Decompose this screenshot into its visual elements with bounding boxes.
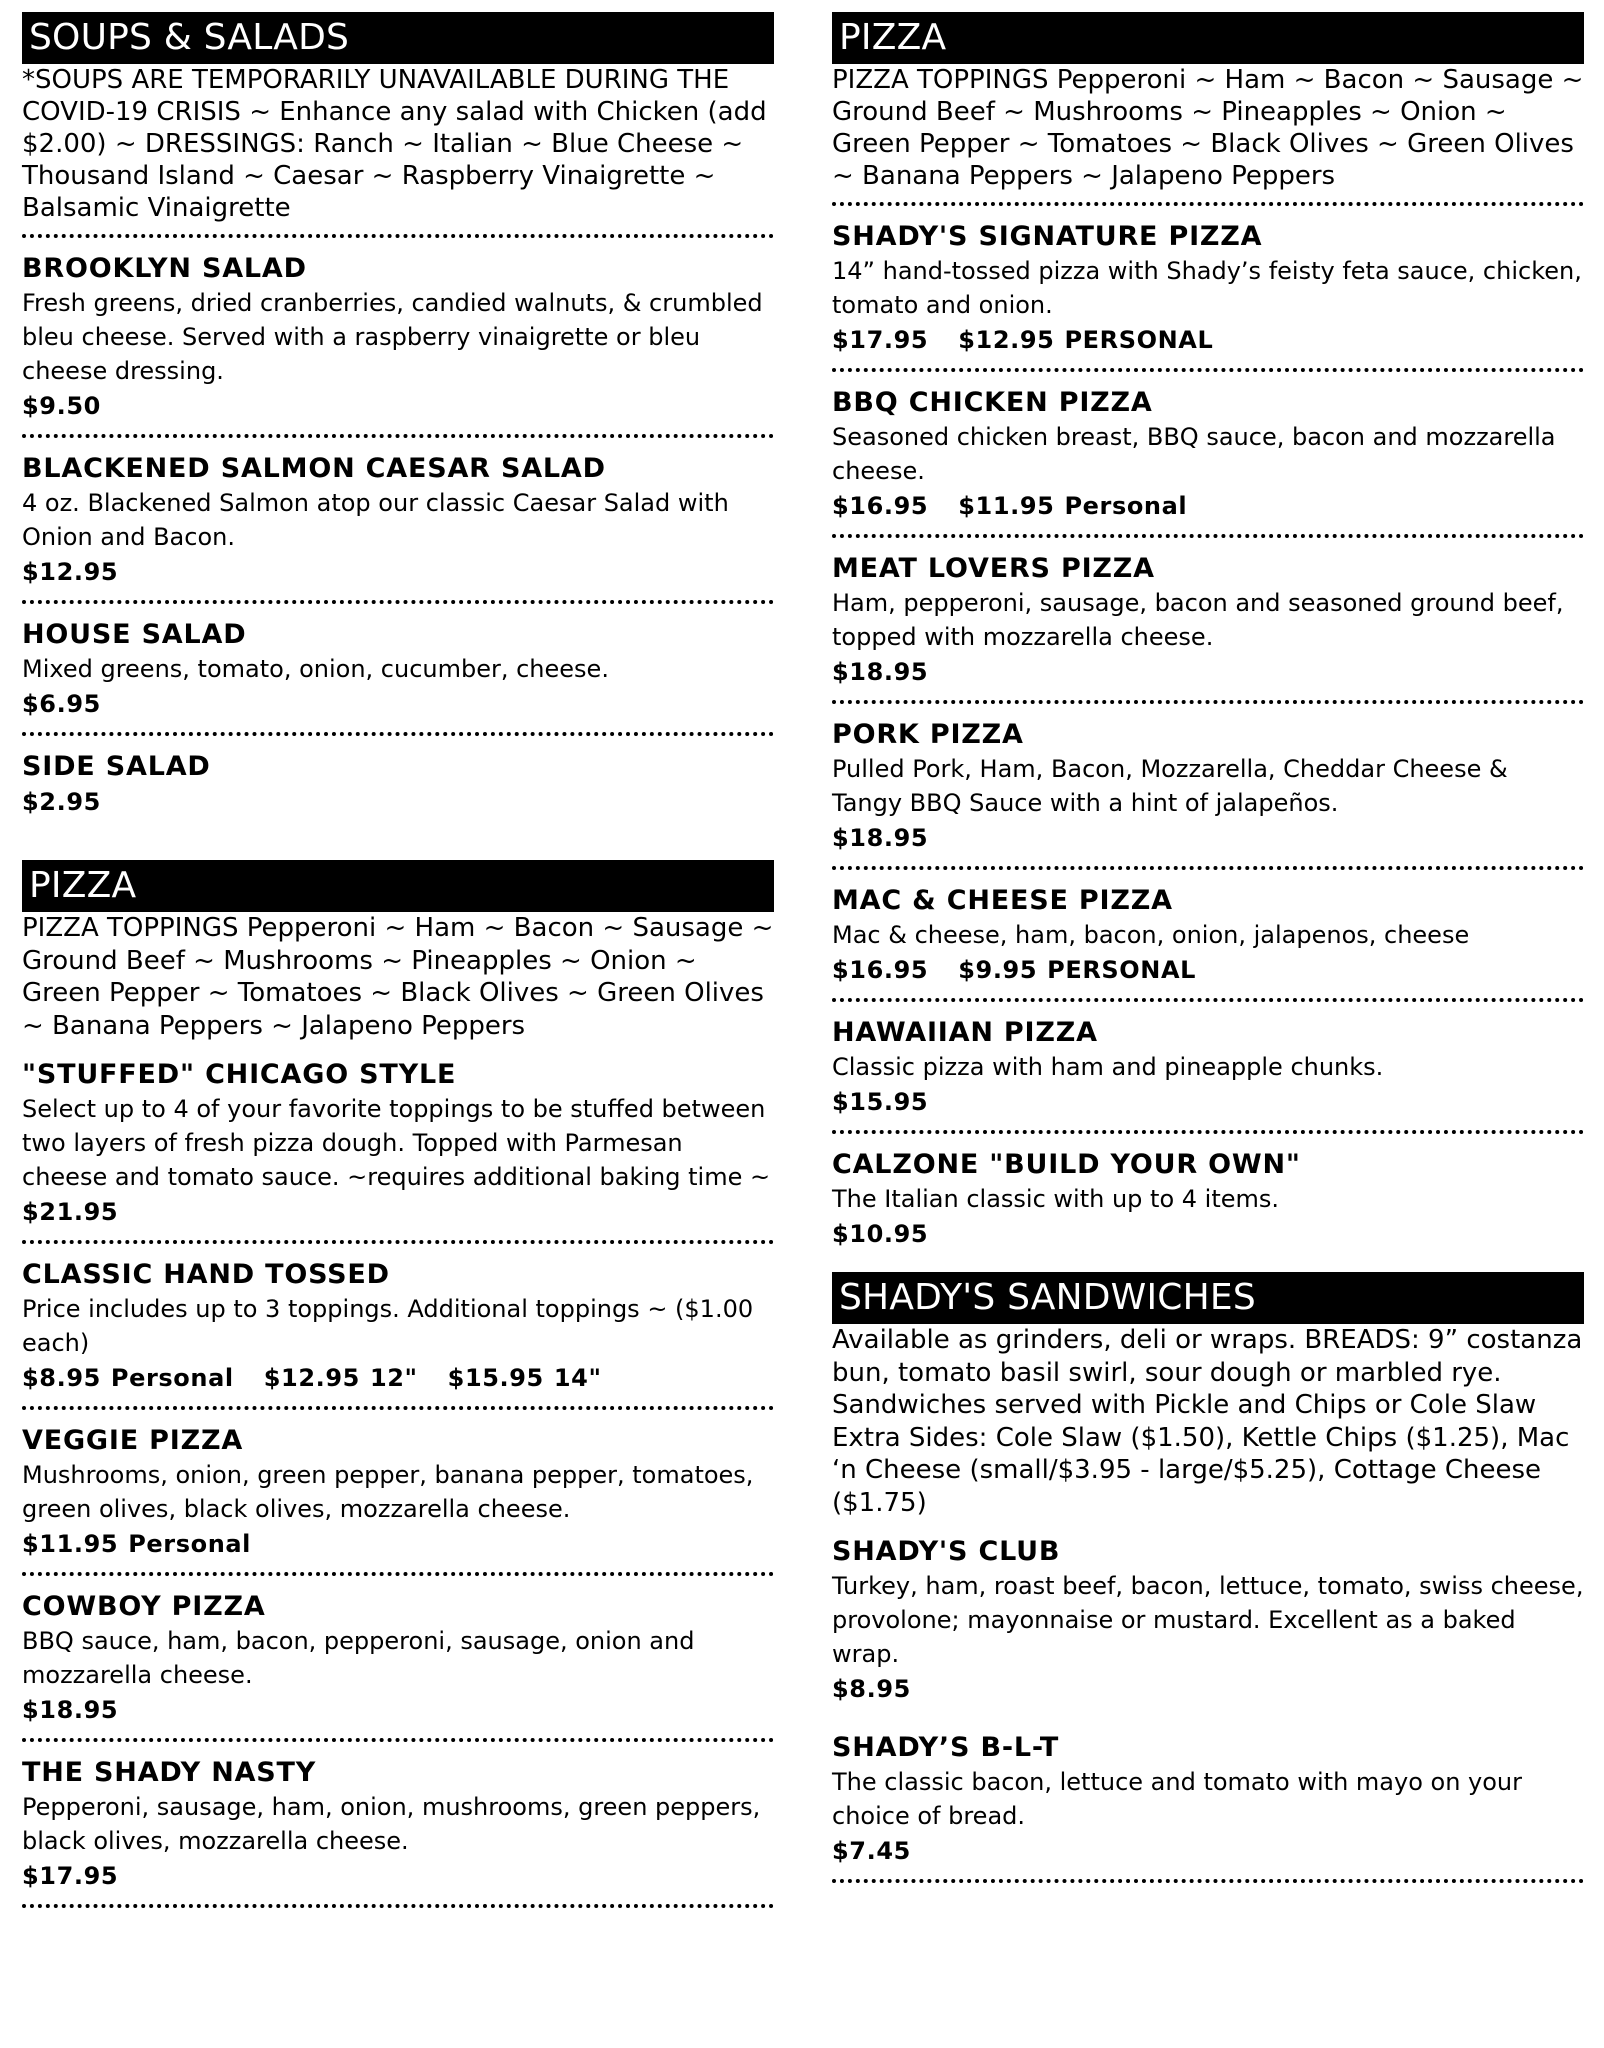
section-intro-soups-salads: *SOUPS ARE TEMPORARILY UNAVAILABLE DURING THE COVID-19 CRISIS ~ Enhance any salad with Chicken (add $2.00) ~ DRESSINGS: Ranch ~ Italian ~ Blue Cheese ~ Thousand Island ~ Caesar ~ Raspberry Vinaigrette ~ Balsamic Vinaigrette bbox=[22, 64, 774, 238]
item-price: $18.95 bbox=[832, 658, 929, 686]
item-name: CLASSIC HAND TOSSED bbox=[22, 1259, 390, 1290]
item-name: SHADY'S SIGNATURE PIZZA bbox=[832, 221, 1263, 252]
menu-item bbox=[22, 1742, 774, 1908]
item-prices bbox=[832, 1084, 1584, 1120]
item-description: BBQ sauce, ham, bacon, pepperoni, sausage, onion and mozzarella cheese. bbox=[22, 1627, 695, 1689]
menu-item bbox=[22, 1244, 774, 1410]
item-prices bbox=[832, 654, 1584, 690]
item-prices bbox=[22, 1194, 774, 1230]
menu-item bbox=[22, 438, 774, 604]
item-price: $11.95 bbox=[22, 1530, 119, 1558]
item-description: Mushrooms, onion, green pepper, banana pepper, tomatoes, green olives, black olives, mozzarella cheese. bbox=[22, 1461, 754, 1523]
price-size-label: Personal bbox=[128, 1530, 252, 1558]
item-prices bbox=[832, 488, 1584, 524]
section-intro-pizza: PIZZA TOPPINGS Pepperoni ~ Ham ~ Bacon ~ Sausage ~ Ground Beef ~ Mushrooms ~ Pineapples ~ Onion ~ Green Pepper ~ Tomatoes ~ Black Olives ~ Green Olives ~ Banana Peppers ~ Jalapeno Peppers bbox=[832, 64, 1584, 206]
item-description: 4 oz. Blackened Salmon atop our classic Caesar Salad with Onion and Bacon. bbox=[22, 489, 729, 551]
price-size-label: Personal bbox=[1064, 492, 1188, 520]
item-prices bbox=[22, 1692, 774, 1728]
item-name: SIDE SALAD bbox=[22, 751, 211, 782]
menu-item bbox=[22, 1576, 774, 1742]
item-prices bbox=[832, 952, 1584, 988]
menu-item bbox=[832, 538, 1584, 704]
item-price: $21.95 bbox=[22, 1198, 119, 1226]
item-description: Mac & cheese, ham, bacon, onion, jalapenos, cheese bbox=[832, 921, 1470, 949]
menu-item bbox=[832, 1717, 1584, 1883]
item-name: THE SHADY NASTY bbox=[22, 1757, 317, 1788]
item-description: Classic pizza with ham and pineapple chunks. bbox=[832, 1053, 1384, 1081]
menu-item bbox=[832, 372, 1584, 538]
item-price: $15.95 bbox=[832, 1088, 929, 1116]
item-description: Price includes up to 3 toppings. Additional toppings ~ ($1.00 each) bbox=[22, 1295, 754, 1357]
menu-item bbox=[22, 604, 774, 736]
item-description: Select up to 4 of your favorite toppings to be stuffed between two layers of fresh pizza dough. Topped with Parmesan cheese and tomato sauce. ~requires additional baking time ~ bbox=[22, 1095, 771, 1191]
item-prices bbox=[832, 1671, 1584, 1707]
item-price: $12.95 bbox=[22, 558, 119, 586]
item-price: $17.95 bbox=[22, 1862, 119, 1890]
menu-item bbox=[22, 736, 774, 860]
item-name: VEGGIE PIZZA bbox=[22, 1425, 244, 1456]
item-name: SHADY'S CLUB bbox=[832, 1536, 1061, 1567]
item-name: "STUFFED" CHICAGO STYLE bbox=[22, 1059, 457, 1090]
item-price: $8.95 bbox=[832, 1675, 911, 1703]
item-price: $18.95 bbox=[22, 1696, 119, 1724]
item-prices bbox=[832, 322, 1584, 358]
item-prices bbox=[832, 820, 1584, 856]
item-prices bbox=[22, 686, 774, 722]
price-size-label: PERSONAL bbox=[1047, 956, 1197, 984]
item-description: 14” hand-tossed pizza with Shady’s feisty feta sauce, chicken, tomato and onion. bbox=[832, 257, 1582, 319]
section-header-sandwiches: SHADY'S SANDWICHES bbox=[832, 1272, 1584, 1324]
item-price: $7.45 bbox=[832, 1837, 911, 1865]
item-prices bbox=[22, 1526, 774, 1562]
item-description: Seasoned chicken breast, BBQ sauce, bacon and mozzarella cheese. bbox=[832, 423, 1556, 485]
item-description: Mixed greens, tomato, onion, cucumber, cheese. bbox=[22, 655, 609, 683]
price-size-label: 12" bbox=[369, 1364, 418, 1392]
item-price: $9.95 bbox=[958, 956, 1038, 984]
item-price: $6.95 bbox=[22, 690, 101, 718]
item-name: HOUSE SALAD bbox=[22, 619, 247, 650]
menu-item bbox=[832, 206, 1584, 372]
menu-item bbox=[832, 1002, 1584, 1134]
item-description: The Italian classic with up to 4 items. bbox=[832, 1185, 1280, 1213]
menu-item bbox=[832, 870, 1584, 1002]
menu-item bbox=[832, 1533, 1584, 1717]
item-name: MEAT LOVERS PIZZA bbox=[832, 553, 1155, 584]
item-name: BBQ CHICKEN PIZZA bbox=[832, 387, 1153, 418]
item-price: $10.95 bbox=[832, 1220, 929, 1248]
item-name: SHADY’S B-L-T bbox=[832, 1732, 1060, 1763]
item-description: Pulled Pork, Ham, Bacon, Mozzarella, Cheddar Cheese & Tangy BBQ Sauce with a hint of jalapeños. bbox=[832, 755, 1508, 817]
price-size-label: PERSONAL bbox=[1064, 326, 1214, 354]
item-prices bbox=[22, 1360, 774, 1396]
item-description: Pepperoni, sausage, ham, onion, mushrooms, green peppers, black olives, mozzarella cheese. bbox=[22, 1793, 761, 1855]
item-price: $16.95 bbox=[832, 492, 929, 520]
item-price: $18.95 bbox=[832, 824, 929, 852]
item-name: PORK PIZZA bbox=[832, 719, 1024, 750]
item-price: $9.50 bbox=[22, 392, 101, 420]
item-name: HAWAIIAN PIZZA bbox=[832, 1017, 1098, 1048]
section-intro-sandwiches: Available as grinders, deli or wraps. BREADS: 9” costanza bun, tomato basil swirl, sour dough or marbled rye. Sandwiches served with Pickle and Chips or Cole Slaw Extra Sides: Cole Slaw ($1.50), Kettle Chips ($1.25), Mac ‘n Cheese (small/$3.95 - large/$5.25), Cottage Cheese ($1.75) bbox=[832, 1325, 1583, 1518]
menu-item bbox=[832, 704, 1584, 870]
item-name: BROOKLYN SALAD bbox=[22, 253, 307, 284]
item-name: MAC & CHEESE PIZZA bbox=[832, 885, 1173, 916]
item-price: $2.95 bbox=[22, 788, 101, 816]
item-prices bbox=[22, 554, 774, 590]
item-prices bbox=[22, 1858, 774, 1894]
left-column bbox=[22, 12, 774, 1908]
price-size-label: Personal bbox=[110, 1364, 234, 1392]
item-price: $17.95 bbox=[832, 326, 929, 354]
menu-item bbox=[22, 1410, 774, 1576]
menu-item bbox=[832, 1134, 1584, 1272]
section-intro-pizza: PIZZA TOPPINGS Pepperoni ~ Ham ~ Bacon ~ Sausage ~ Ground Beef ~ Mushrooms ~ Pineapples ~ Onion ~ Green Pepper ~ Tomatoes ~ Black Olives ~ Green Olives ~ Banana Peppers ~ Jalapeno Peppers bbox=[22, 913, 774, 1041]
item-description: Fresh greens, dried cranberries, candied walnuts, & crumbled bleu cheese. Served with a raspberry vinaigrette or bleu cheese dressing. bbox=[22, 289, 763, 385]
item-name: COWBOY PIZZA bbox=[22, 1591, 266, 1622]
item-name: BLACKENED SALMON CAESAR SALAD bbox=[22, 453, 606, 484]
item-price: $16.95 bbox=[832, 956, 929, 984]
right-column bbox=[832, 12, 1584, 1883]
item-price: $15.95 bbox=[447, 1364, 544, 1392]
item-description: Ham, pepperoni, sausage, bacon and seasoned ground beef, topped with mozzarella cheese. bbox=[832, 589, 1564, 651]
item-description: Turkey, ham, roast beef, bacon, lettuce, tomato, swiss cheese, provolone; mayonnaise or mustard. Excellent as a baked wrap. bbox=[832, 1572, 1584, 1668]
menu-item bbox=[22, 238, 774, 438]
item-price: $11.95 bbox=[958, 492, 1055, 520]
item-prices bbox=[22, 784, 774, 820]
item-price: $12.95 bbox=[263, 1364, 360, 1392]
item-description: The classic bacon, lettuce and tomato with mayo on your choice of bread. bbox=[832, 1768, 1522, 1830]
menu-item bbox=[22, 1056, 774, 1244]
item-prices bbox=[22, 388, 774, 424]
item-name: CALZONE "BUILD YOUR OWN" bbox=[832, 1149, 1301, 1180]
item-price: $8.95 bbox=[22, 1364, 101, 1392]
item-prices bbox=[832, 1833, 1584, 1869]
section-header-soups-salads: SOUPS & SALADS bbox=[22, 12, 774, 64]
item-prices bbox=[832, 1216, 1584, 1252]
section-header-pizza: PIZZA bbox=[832, 12, 1584, 64]
item-price: $12.95 bbox=[958, 326, 1055, 354]
section-header-pizza: PIZZA bbox=[22, 860, 774, 912]
price-size-label: 14" bbox=[553, 1364, 602, 1392]
